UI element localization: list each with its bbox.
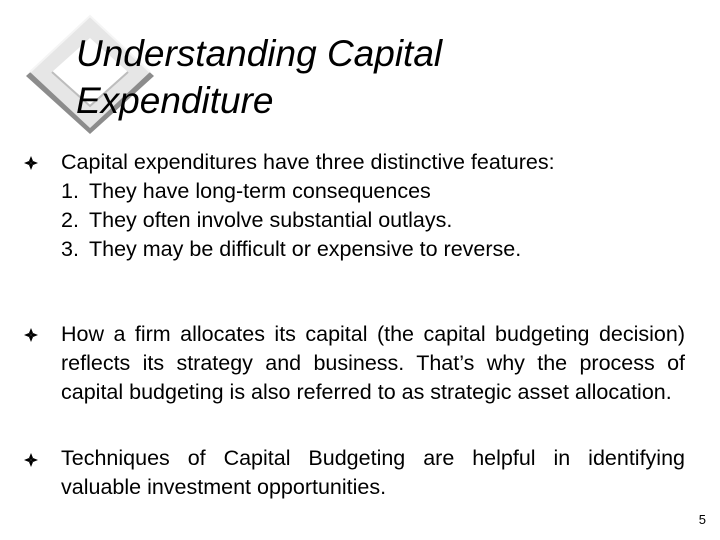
four-petal-diamond-bullet-icon [24, 156, 38, 170]
slide-title [76, 30, 676, 124]
page-number: 5 [698, 512, 706, 527]
bullet-3-text: Techniques of Capital Budgeting are helpful in identifying valuable investment opportunities. [61, 446, 685, 499]
list-item [61, 177, 685, 206]
bullet-1 [61, 148, 685, 264]
title-line-2: Expenditure [76, 80, 274, 121]
list-item-text: They may be difficult or expensive to reverse. [89, 237, 522, 261]
bullet-2 [61, 320, 685, 407]
list-item-text: They often involve substantial outlays. [89, 208, 453, 232]
bullet-3 [61, 444, 685, 502]
list-item-text: They have long-term consequences [89, 179, 431, 203]
four-petal-diamond-bullet-icon [24, 328, 38, 342]
four-petal-diamond-bullet-icon [24, 453, 38, 467]
list-item-number: 2. [61, 208, 79, 232]
list-item [61, 235, 685, 264]
list-item-number: 1. [61, 179, 79, 203]
title-line-1: Understanding Capital [76, 33, 443, 74]
list-item-number: 3. [61, 237, 79, 261]
bullet-2-text: How a firm allocates its capital (the capital budgeting decision) reflects its strategy and business. That’s why the process of capital budgeting is also referred to as strategic asset allocation. [61, 322, 685, 404]
list-item [61, 206, 685, 235]
bullet-1-intro: Capital expenditures have three distinctive features: [61, 150, 555, 174]
